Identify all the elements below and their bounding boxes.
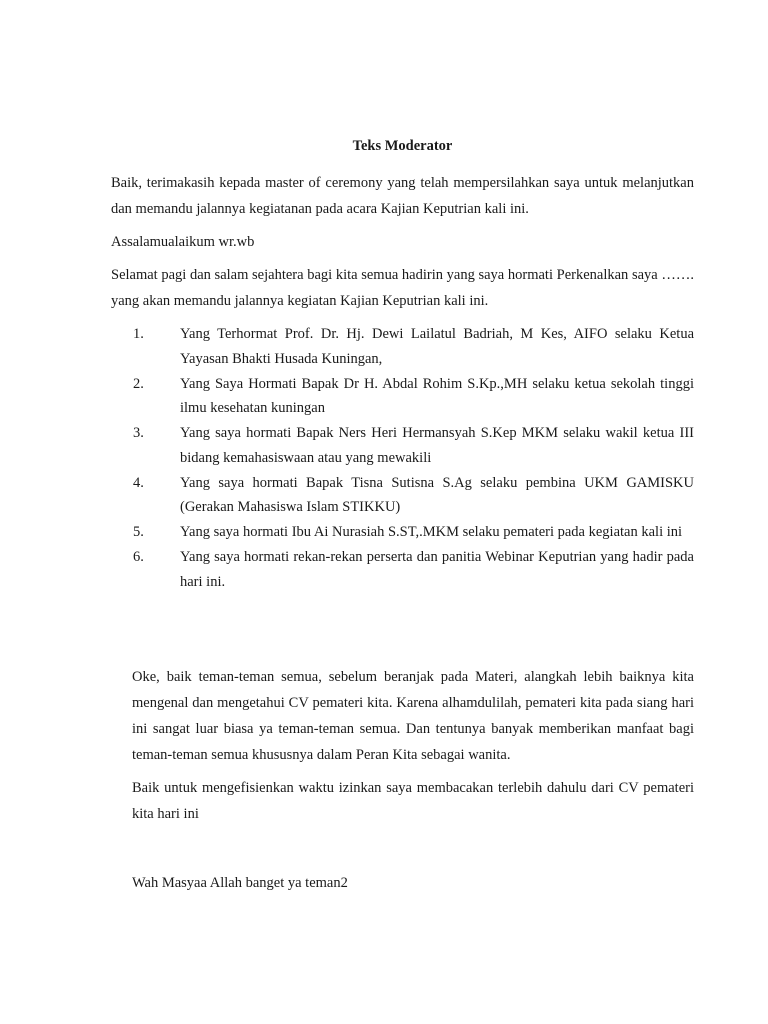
honorifics-list: [111, 322, 694, 595]
paragraph-greeting: Assalamualaikum wr.wb: [111, 234, 255, 250]
list-item-text: Yang saya hormati Bapak Tisna Sutisna S.Ag selaku pembina UKM GAMISKU (Gerakan Mahasiswa Islam STIKKU): [180, 474, 694, 515]
document-title: Teks Moderator: [352, 138, 453, 154]
list-item-text: Yang Saya Hormati Bapak Dr H. Abdal Rohim S.Kp.,MH selaku ketua sekolah tinggi ilmu kesehatan kuningan: [180, 375, 694, 416]
list-item-number: 2.: [133, 375, 144, 392]
list-item-number: 4.: [133, 474, 144, 491]
paragraph-opening: Baik, terimakasih kepada master of ceremony yang telah mempersilahkan saya untuk melanjutkan dan memandu jalannya kegiatanan pada acara Kajian Keputrian kali ini.: [111, 175, 694, 217]
paragraph-introduction: Selamat pagi dan salam sejahtera bagi kita semua hadirin yang saya hormati Perkenalkan saya ……. yang akan memandu jalannya kegiatan Kajian Keputrian kali ini.: [111, 267, 694, 309]
list-item: [111, 421, 694, 470]
list-item-text: Yang saya hormati Bapak Ners Heri Hermansyah S.Kep MKM selaku wakil ketua III bidang kemahasiswaan atau yang mewakili: [180, 425, 694, 466]
paragraph-cv-reading: Baik untuk mengefisienkan waktu izinkan saya membacakan terlebih dahulu dari CV pemateri kita hari ini: [132, 780, 694, 822]
list-item: [111, 322, 694, 371]
list-item-text: Yang saya hormati rekan-rekan perserta dan panitia Webinar Keputrian yang hadir pada hari ini.: [180, 549, 694, 590]
list-item-text: Yang saya hormati Ibu Ai Nurasiah S.ST,.MKM selaku pemateri pada kegiatan kali ini: [180, 524, 683, 540]
list-item-number: 5.: [133, 524, 144, 540]
list-item: [111, 471, 694, 520]
list-item: [111, 372, 694, 421]
list-item: [111, 520, 694, 545]
list-item-number: 6.: [133, 549, 144, 565]
list-item-number: 1.: [133, 326, 144, 342]
paragraph-closing-remark: Wah Masyaa Allah banget ya teman2: [132, 875, 348, 891]
list-item-number: 3.: [133, 425, 144, 441]
list-item-text: Yang Terhormat Prof. Dr. Hj. Dewi Lailatul Badriah, M Kes, AIFO selaku Ketua Yayasan Bhakti Husada Kuningan,: [180, 326, 694, 367]
paragraph-cv-intro: Oke, baik teman-teman semua, sebelum beranjak pada Materi, alangkah lebih baiknya kita mengenal dan mengetahui CV pemateri kita. Karena alhamdulilah, pemateri kita pada siang hari ini sangat luar biasa ya teman-teman semua. Dan tentunya banyak memberikan manfaat bagi teman-teman semua khususnya dalam Peran Kita sebagai wanita.: [132, 669, 694, 763]
list-item: [111, 545, 694, 594]
